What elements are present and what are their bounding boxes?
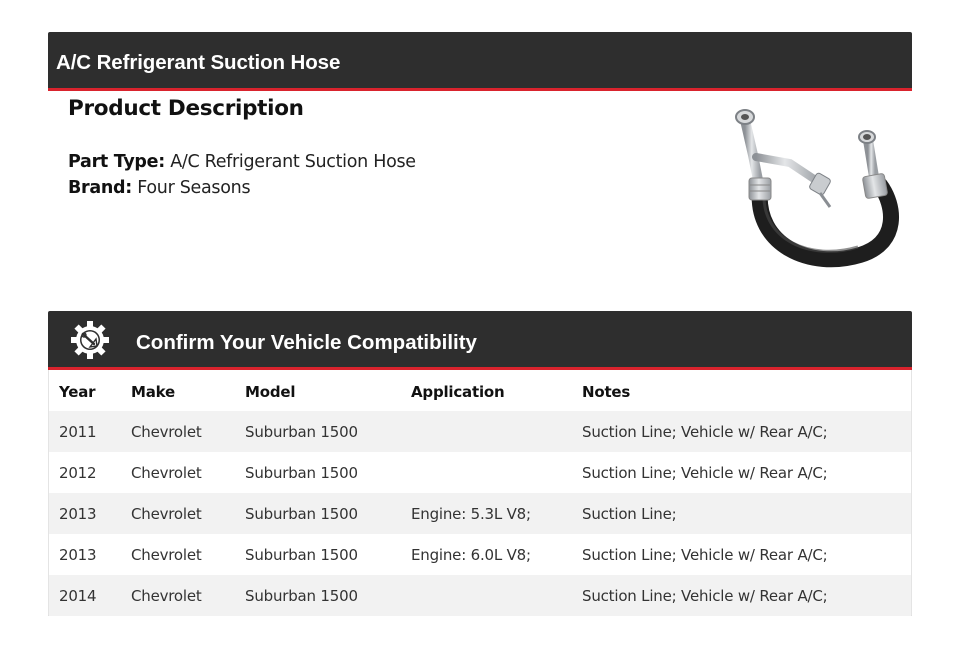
cell-notes: Suction Line; Vehicle w/ Rear A/C; bbox=[582, 545, 828, 564]
gear-wrench-icon bbox=[69, 319, 111, 361]
table-row bbox=[49, 411, 911, 452]
cell-year: 2014 bbox=[59, 586, 97, 605]
cell-model: Suburban 1500 bbox=[245, 586, 358, 605]
part-type-label: Part Type: bbox=[68, 152, 165, 172]
product-title: A/C Refrigerant Suction Hose bbox=[56, 51, 341, 74]
cell-model: Suburban 1500 bbox=[245, 545, 358, 564]
compatibility-title: Confirm Your Vehicle Compatibility bbox=[136, 331, 477, 354]
cell-year: 2013 bbox=[59, 545, 97, 564]
brand-label: Brand: bbox=[68, 178, 132, 198]
cell-make: Chevrolet bbox=[131, 504, 202, 523]
part-type-value: A/C Refrigerant Suction Hose bbox=[170, 152, 416, 172]
cell-notes: Suction Line; Vehicle w/ Rear A/C; bbox=[582, 586, 828, 605]
cell-application: Engine: 6.0L V8; bbox=[411, 545, 531, 564]
cell-make: Chevrolet bbox=[131, 422, 202, 441]
cell-make: Chevrolet bbox=[131, 586, 202, 605]
brand-line bbox=[68, 178, 250, 198]
table-row bbox=[49, 452, 911, 493]
cell-year: 2012 bbox=[59, 463, 97, 482]
cell-year: 2011 bbox=[59, 422, 97, 441]
cell-application bbox=[411, 411, 582, 452]
table-row bbox=[49, 575, 911, 616]
table-row bbox=[49, 534, 911, 575]
cell-application bbox=[411, 575, 582, 616]
brand-value: Four Seasons bbox=[137, 178, 251, 198]
table-header-row bbox=[49, 370, 911, 411]
cell-notes: Suction Line; Vehicle w/ Rear A/C; bbox=[582, 463, 828, 482]
column-header-notes: Notes bbox=[582, 382, 631, 401]
column-header-make: Make bbox=[131, 382, 175, 401]
cell-make: Chevrolet bbox=[131, 463, 202, 482]
column-header-model: Model bbox=[245, 382, 296, 401]
cell-make: Chevrolet bbox=[131, 545, 202, 564]
cell-year: 2013 bbox=[59, 504, 97, 523]
cell-notes: Suction Line; bbox=[582, 504, 677, 523]
table-row bbox=[49, 493, 911, 534]
product-title-bar bbox=[48, 32, 912, 91]
column-header-year: Year bbox=[59, 382, 96, 401]
product-description-heading: Product Description bbox=[68, 96, 304, 121]
cell-notes: Suction Line; Vehicle w/ Rear A/C; bbox=[582, 422, 828, 441]
cell-model: Suburban 1500 bbox=[245, 422, 358, 441]
column-header-application: Application bbox=[411, 382, 505, 401]
product-image bbox=[720, 95, 920, 275]
cell-application: Engine: 5.3L V8; bbox=[411, 504, 531, 523]
cell-model: Suburban 1500 bbox=[245, 463, 358, 482]
compatibility-header-bar bbox=[48, 311, 912, 370]
cell-application bbox=[411, 452, 582, 493]
compatibility-table bbox=[48, 370, 912, 616]
cell-model: Suburban 1500 bbox=[245, 504, 358, 523]
part-type-line bbox=[68, 152, 416, 172]
